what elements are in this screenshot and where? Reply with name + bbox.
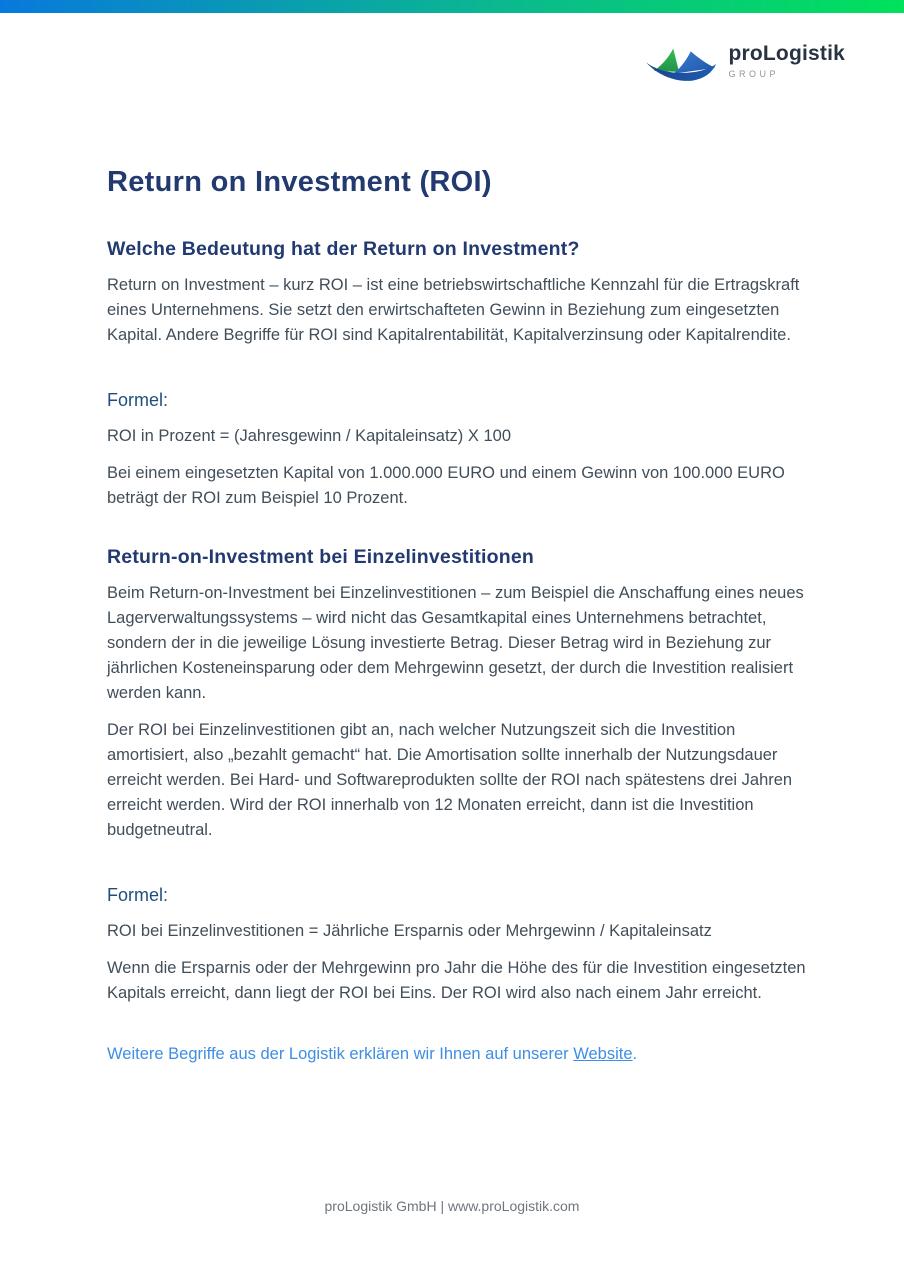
website-link[interactable]: Website xyxy=(573,1045,633,1063)
formula-example-2: Wenn die Ersparnis oder der Mehrgewinn pro Jahr die Höhe des für die Investition eingesetzten Kapitals erreicht, dann liegt der ROI bei Eins. Der ROI wird also nach einem Jahr erreicht. xyxy=(107,959,806,1002)
prologistik-logo-icon xyxy=(644,42,718,86)
paragraph-einzelinvestitionen-2: Der ROI bei Einzelinvestitionen gibt an, nach welcher Nutzungszeit sich die Investition amortisiert, also „bezahlt gemacht“ hat. Die Amortisation sollte innerhalb der Nutzungsdauer erreicht werden. Bei Hard- und Softwareprodukten sollte der ROI nach spätestens drei Jahren erreicht werden. Wird der ROI innerhalb von 12 Monaten erreicht, dann ist die Investition budgetneutral. xyxy=(107,721,793,839)
paragraph-einzelinvestitionen-1: Beim Return-on-Investment bei Einzelinvestitionen – zum Beispiel die Anschaffung eines neues Lagerverwaltungssystems – wird nicht das Gesamtkapital eines Unternehmens betrachtet, sondern der in die jeweilige Lösung investierte Betrag. Dieser Betrag wird in Beziehung zur jährlichen Kosteneinsparung oder dem Mehrgewinn gesetzt, der durch die Investition realisiert werden kann. xyxy=(107,584,804,702)
prologistik-logo xyxy=(644,42,845,95)
formula-roi-prozent: ROI in Prozent = (Jahresgewinn / Kapitaleinsatz) X 100 xyxy=(107,427,512,445)
logo-text-block xyxy=(728,42,845,79)
heading-bedeutung: Welche Bedeutung hat der Return on Investment? xyxy=(107,238,580,260)
outro-text-before: Weitere Begriffe aus der Logistik erklären wir Ihnen auf unserer xyxy=(107,1045,574,1063)
formula-example-1: Bei einem eingesetzten Kapital von 1.000.000 EURO und einem Gewinn von 100.000 EURO beträgt der ROI zum Beispiel 10 Prozent. xyxy=(107,464,785,507)
page-footer: proLogistik GmbH | www.proLogistik.com xyxy=(324,1198,580,1214)
logo-group-label: GROUP xyxy=(728,69,779,79)
gradient-top-bar xyxy=(0,0,904,13)
page-header xyxy=(0,13,904,95)
outro-text-after: . xyxy=(632,1045,638,1063)
heading-einzelinvestitionen: Return-on-Investment bei Einzelinvestitionen xyxy=(107,546,535,568)
formula-roi-einzelinvestitionen: ROI bei Einzelinvestitionen = Jährliche Ersparnis oder Mehrgewinn / Kapitaleinsatz xyxy=(107,922,712,940)
logo-brand-name: proLogistik xyxy=(728,42,845,65)
document-content xyxy=(107,165,818,1067)
formel-label-1: Formel: xyxy=(107,390,169,410)
outro-line xyxy=(107,1042,818,1067)
paragraph-bedeutung: Return on Investment – kurz ROI – ist eine betriebswirtschaftliche Kennzahl für die Ertragskraft eines Unternehmens. Sie setzt den erwirtschafteten Gewinn in Beziehung zum eingesetzten Kapital. Andere Begriffe für ROI sind Kapitalrentabilität, Kapitalverzinsung oder Kapitalrendite. xyxy=(107,276,800,344)
page-title: Return on Investment (ROI) xyxy=(107,166,492,198)
formel-label-2: Formel: xyxy=(107,885,169,905)
